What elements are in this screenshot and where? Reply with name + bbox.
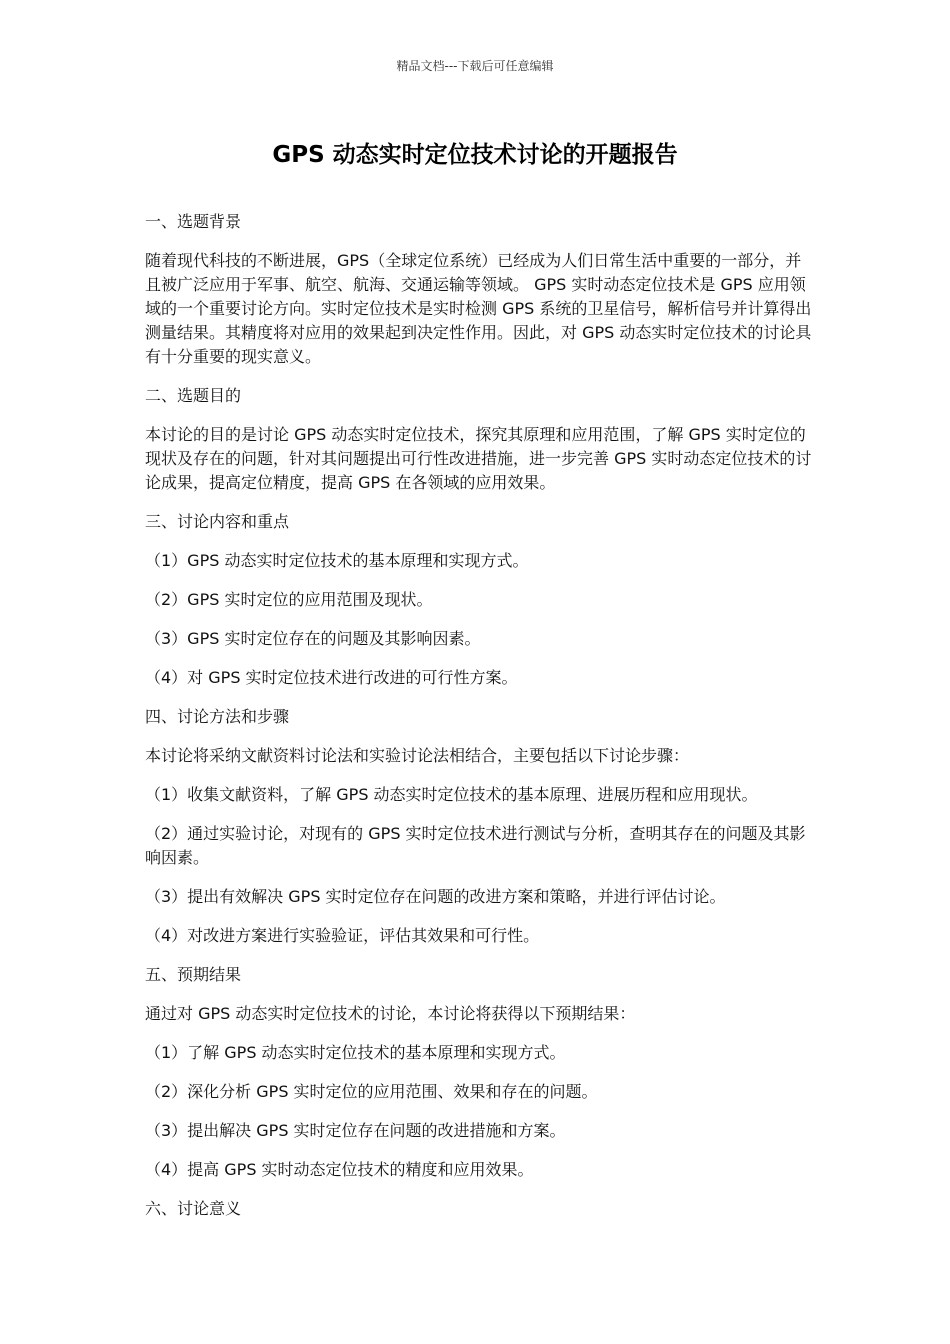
section-heading: 二、选题目的	[145, 386, 242, 405]
list-item: （3）提出解决 GPS 实时定位存在问题的改进措施和方案。	[145, 1121, 566, 1140]
section	[145, 963, 813, 1182]
list-item: （1）GPS 动态实时定位技术的基本原理和实现方式。	[145, 551, 529, 570]
page-header: 精品文档---下载后可任意编辑	[396, 59, 554, 73]
list-item: （4）对 GPS 实时定位技术进行改进的可行性方案。	[145, 668, 518, 687]
list-item: （3）GPS 实时定位存在的问题及其影响因素。	[145, 629, 481, 648]
paragraph: 本讨论将采纳文献资料讨论法和实验讨论法相结合，主要包括以下讨论步骤：	[145, 746, 690, 765]
document-title: GPS 动态实时定位技术讨论的开题报告	[272, 142, 678, 168]
list-item: （3）提出有效解决 GPS 实时定位存在问题的改进方案和策略，并进行评估讨论。	[145, 887, 726, 906]
section-heading: 四、讨论方法和步骤	[145, 707, 290, 726]
section	[145, 510, 813, 690]
document-body	[145, 210, 813, 1236]
section-heading: 一、选题背景	[145, 212, 242, 231]
numbered-list	[145, 783, 813, 948]
list-item: （2）通过实验讨论，对现有的 GPS 实时定位技术进行测试与分析，查明其存在的问题及其影响因素。	[145, 824, 806, 867]
section	[145, 705, 813, 948]
list-item: （2）深化分析 GPS 实时定位的应用范围、效果和存在的问题。	[145, 1082, 598, 1101]
section-heading: 五、预期结果	[145, 965, 242, 984]
list-item: （1）收集文献资料，了解 GPS 动态实时定位技术的基本原理、进展历程和应用现状。	[145, 785, 758, 804]
numbered-list	[145, 1041, 813, 1182]
section	[145, 384, 813, 495]
paragraph: 随着现代科技的不断进展，GPS（全球定位系统）已经成为人们日常生活中重要的一部分，并且被广泛应用于军事、航空、航海、交通运输等领域。 GPS 实时动态定位技术是 GPS 应用领域的一个重要讨论方向。实时定位技术是实时检测 GPS 系统的卫星信号，解析信号并计算得出测量结果。其精度将对应用的效果起到决定性作用。因此，对 GPS 动态实时定位技术的讨论具有十分重要的现实意义。	[145, 251, 812, 366]
section	[145, 1197, 813, 1221]
list-item: （2）GPS 实时定位的应用范围及现状。	[145, 590, 433, 609]
section	[145, 210, 813, 369]
section-heading: 三、讨论内容和重点	[145, 512, 290, 531]
numbered-list	[145, 549, 813, 690]
section-heading: 六、讨论意义	[145, 1199, 242, 1218]
list-item: （4）对改进方案进行实验验证，评估其效果和可行性。	[145, 926, 540, 945]
list-item: （4）提高 GPS 实时动态定位技术的精度和应用效果。	[145, 1160, 534, 1179]
paragraph: 通过对 GPS 动态实时定位技术的讨论，本讨论将获得以下预期结果：	[145, 1004, 636, 1023]
list-item: （1）了解 GPS 动态实时定位技术的基本原理和实现方式。	[145, 1043, 566, 1062]
paragraph: 本讨论的目的是讨论 GPS 动态实时定位技术，探究其原理和应用范围，了解 GPS 实时定位的现状及存在的问题，针对其问题提出可行性改进措施，进一步完善 GPS 实时动态定位技术的讨论成果，提高定位精度，提高 GPS 在各领域的应用效果。	[145, 425, 812, 492]
